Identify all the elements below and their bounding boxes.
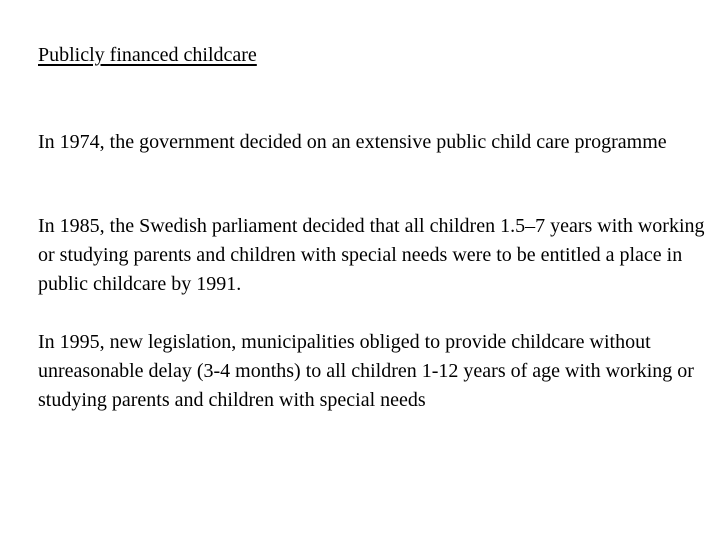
paragraph-1974: In 1974, the government decided on an extensive public child care programme: [38, 131, 667, 153]
paragraph-1995: In 1995, new legislation, municipalities obliged to provide childcare without unreasonable delay (3-4 months) to all children 1-12 years of age with working or studying parents and children with special needs: [38, 331, 694, 411]
paragraph-1985: In 1985, the Swedish parliament decided that all children 1.5–7 years with working or studying parents and children with special needs were to be entitled a place in public childcare by 1991.: [38, 215, 705, 295]
slide-title: Publicly financed childcare: [38, 44, 257, 66]
